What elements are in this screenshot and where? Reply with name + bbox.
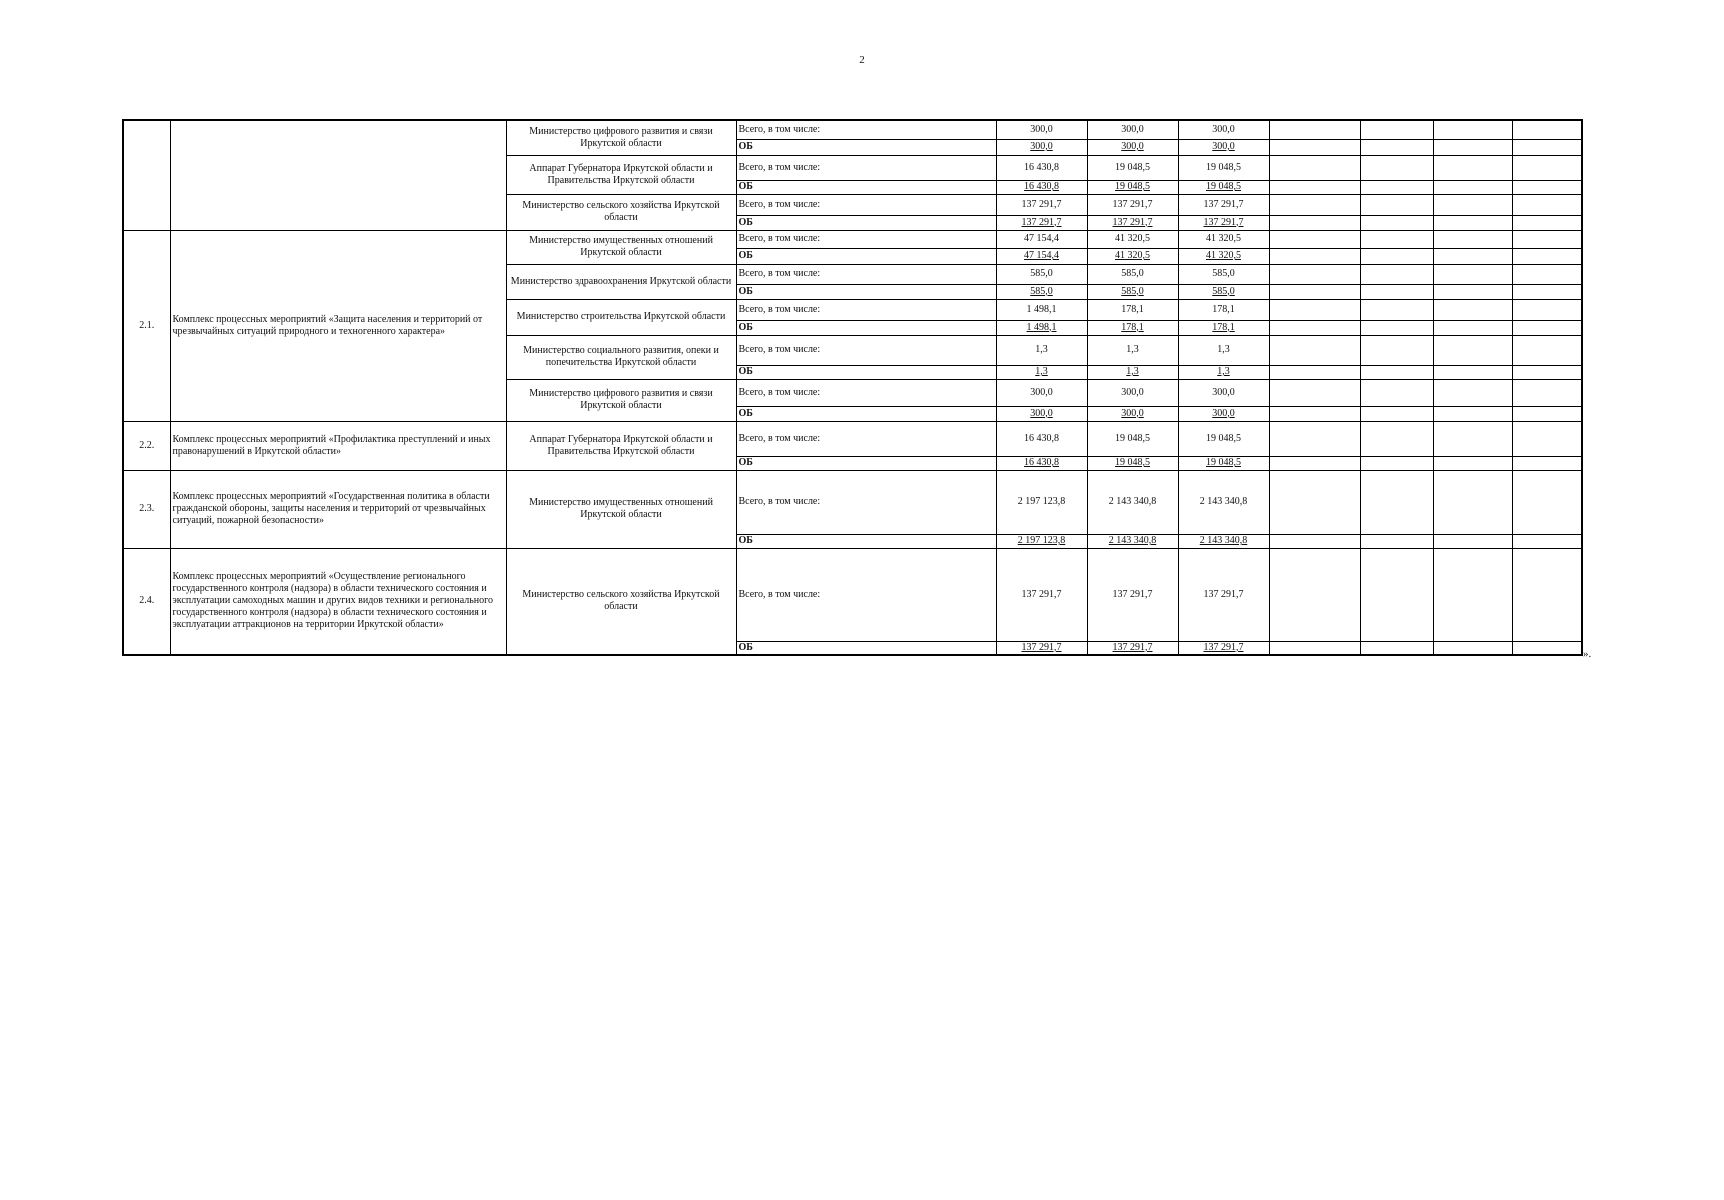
total-label: Всего, в том числе: — [736, 299, 996, 320]
empty-cell — [1360, 120, 1433, 139]
empty-cell — [1360, 548, 1433, 641]
empty-cell — [1512, 365, 1582, 379]
value-cell: 137 291,7 — [1087, 641, 1178, 655]
empty-cell — [1512, 379, 1582, 406]
empty-cell — [1512, 248, 1582, 264]
total-label: Всего, в том числе: — [736, 120, 996, 139]
value-cell: 16 430,8 — [996, 155, 1087, 180]
value-cell: 137 291,7 — [996, 641, 1087, 655]
empty-cell — [1269, 548, 1360, 641]
empty-cell — [1360, 230, 1433, 248]
value-cell: 585,0 — [996, 284, 1087, 299]
empty-cell — [1512, 641, 1582, 655]
total-label: Всего, в том числе: — [736, 230, 996, 248]
section-name: Комплекс процессных мероприятий «Защита населения и территорий от чрезвычайных ситуаций природного и техногенного характера» — [170, 230, 506, 421]
empty-cell — [1433, 365, 1512, 379]
empty-cell — [1512, 534, 1582, 548]
value-cell: 137 291,7 — [996, 215, 1087, 230]
empty-cell — [1433, 335, 1512, 365]
empty-cell — [1269, 180, 1360, 194]
table-row — [123, 548, 1582, 641]
section-number-cell — [123, 120, 170, 230]
section-name: Комплекс процессных мероприятий «Осуществление регионального государственного контроля (надзора) в области технического состояния и эксплуатации самоходных машин и других видов техники и регионального государственного контроля (надзора) в области технического состояния и эксплуатации аттракционов на территории Иркутской области» — [170, 548, 506, 655]
ob-label: ОБ — [736, 534, 996, 548]
empty-cell — [1433, 470, 1512, 534]
empty-cell — [1433, 320, 1512, 335]
empty-cell — [1512, 194, 1582, 215]
value-cell: 1 498,1 — [996, 299, 1087, 320]
value-cell: 300,0 — [1087, 120, 1178, 139]
value-cell: 19 048,5 — [1178, 180, 1269, 194]
value-cell: 41 320,5 — [1087, 248, 1178, 264]
value-cell: 300,0 — [996, 120, 1087, 139]
empty-cell — [1269, 139, 1360, 155]
value-cell: 137 291,7 — [1087, 548, 1178, 641]
value-cell: 300,0 — [1087, 406, 1178, 421]
empty-cell — [1512, 139, 1582, 155]
empty-cell — [1512, 470, 1582, 534]
ob-label: ОБ — [736, 641, 996, 655]
executor-cell: Министерство имущественных отношений Иркутской области — [506, 230, 736, 264]
section-number: 2.1. — [123, 230, 170, 421]
value-cell: 1,3 — [1087, 365, 1178, 379]
value-cell: 178,1 — [1087, 320, 1178, 335]
empty-cell — [1360, 365, 1433, 379]
total-label: Всего, в том числе: — [736, 421, 996, 456]
value-cell: 300,0 — [1178, 139, 1269, 155]
value-cell: 2 197 123,8 — [996, 534, 1087, 548]
value-cell: 300,0 — [1087, 379, 1178, 406]
executor-cell: Министерство строительства Иркутской области — [506, 299, 736, 335]
value-cell: 41 320,5 — [1087, 230, 1178, 248]
value-cell: 2 143 340,8 — [1087, 534, 1178, 548]
section-number: 2.2. — [123, 421, 170, 470]
value-cell: 137 291,7 — [1087, 215, 1178, 230]
ob-label: ОБ — [736, 284, 996, 299]
value-cell: 1,3 — [996, 365, 1087, 379]
empty-cell — [1269, 406, 1360, 421]
executor-cell: Министерство имущественных отношений Иркутской области — [506, 470, 736, 548]
empty-cell — [1512, 406, 1582, 421]
value-cell: 19 048,5 — [1087, 421, 1178, 456]
value-cell: 41 320,5 — [1178, 248, 1269, 264]
empty-cell — [1433, 120, 1512, 139]
total-label: Всего, в том числе: — [736, 335, 996, 365]
empty-cell — [1360, 456, 1433, 470]
empty-cell — [1512, 155, 1582, 180]
executor-cell: Министерство сельского хозяйства Иркутской области — [506, 548, 736, 655]
empty-cell — [1433, 215, 1512, 230]
value-cell: 19 048,5 — [1087, 180, 1178, 194]
empty-cell — [1512, 548, 1582, 641]
total-label: Всего, в том числе: — [736, 264, 996, 284]
empty-cell — [1433, 641, 1512, 655]
value-cell: 2 143 340,8 — [1178, 470, 1269, 534]
empty-cell — [1269, 264, 1360, 284]
empty-cell — [1269, 230, 1360, 248]
value-cell: 137 291,7 — [1087, 194, 1178, 215]
value-cell: 2 143 340,8 — [1087, 470, 1178, 534]
empty-cell — [1512, 264, 1582, 284]
empty-cell — [1433, 456, 1512, 470]
value-cell: 137 291,7 — [1178, 548, 1269, 641]
funding-table — [122, 119, 1583, 656]
value-cell: 19 048,5 — [1087, 456, 1178, 470]
value-cell: 16 430,8 — [996, 180, 1087, 194]
ob-label: ОБ — [736, 180, 996, 194]
empty-cell — [1433, 139, 1512, 155]
value-cell: 137 291,7 — [1178, 215, 1269, 230]
value-cell: 47 154,4 — [996, 230, 1087, 248]
value-cell: 19 048,5 — [1178, 456, 1269, 470]
empty-cell — [1433, 155, 1512, 180]
empty-cell — [1433, 284, 1512, 299]
empty-cell — [1512, 120, 1582, 139]
total-label: Всего, в том числе: — [736, 470, 996, 534]
empty-cell — [1360, 155, 1433, 180]
value-cell: 300,0 — [996, 406, 1087, 421]
empty-cell — [1269, 365, 1360, 379]
value-cell: 300,0 — [996, 139, 1087, 155]
section-name-cell — [170, 120, 506, 230]
empty-cell — [1269, 320, 1360, 335]
empty-cell — [1360, 534, 1433, 548]
empty-cell — [1360, 379, 1433, 406]
value-cell: 2 143 340,8 — [1178, 534, 1269, 548]
value-cell: 585,0 — [1178, 264, 1269, 284]
value-cell: 1 498,1 — [996, 320, 1087, 335]
value-cell: 1,3 — [1178, 335, 1269, 365]
ob-label: ОБ — [736, 320, 996, 335]
empty-cell — [1433, 548, 1512, 641]
executor-cell: Аппарат Губернатора Иркутской области и Правительства Иркутской области — [506, 155, 736, 194]
empty-cell — [1360, 299, 1433, 320]
section-name: Комплекс процессных мероприятий «Государственная политика в области гражданской обороны, защиты населения и территорий от чрезвычайных ситуаций, пожарной безопасности» — [170, 470, 506, 548]
empty-cell — [1360, 320, 1433, 335]
empty-cell — [1269, 470, 1360, 534]
executor-cell: Аппарат Губернатора Иркутской области и Правительства Иркутской области — [506, 421, 736, 470]
ob-label: ОБ — [736, 215, 996, 230]
value-cell: 178,1 — [1178, 299, 1269, 320]
section-number: 2.3. — [123, 470, 170, 548]
value-cell: 16 430,8 — [996, 421, 1087, 456]
total-label: Всего, в том числе: — [736, 379, 996, 406]
total-label: Всего, в том числе: — [736, 194, 996, 215]
value-cell: 585,0 — [1087, 264, 1178, 284]
empty-cell — [1433, 299, 1512, 320]
ob-label: ОБ — [736, 456, 996, 470]
empty-cell — [1433, 406, 1512, 421]
empty-cell — [1360, 139, 1433, 155]
value-cell: 19 048,5 — [1178, 421, 1269, 456]
empty-cell — [1360, 180, 1433, 194]
empty-cell — [1433, 534, 1512, 548]
value-cell: 1,3 — [1087, 335, 1178, 365]
value-cell: 137 291,7 — [1178, 641, 1269, 655]
value-cell: 1,3 — [1178, 365, 1269, 379]
value-cell: 137 291,7 — [996, 194, 1087, 215]
table-row — [123, 470, 1582, 534]
empty-cell — [1433, 421, 1512, 456]
empty-cell — [1512, 456, 1582, 470]
value-cell: 19 048,5 — [1087, 155, 1178, 180]
empty-cell — [1269, 120, 1360, 139]
value-cell: 178,1 — [1178, 320, 1269, 335]
empty-cell — [1269, 379, 1360, 406]
ob-label: ОБ — [736, 139, 996, 155]
empty-cell — [1512, 299, 1582, 320]
empty-cell — [1512, 180, 1582, 194]
empty-cell — [1360, 641, 1433, 655]
value-cell: 41 320,5 — [1178, 230, 1269, 248]
empty-cell — [1360, 470, 1433, 534]
empty-cell — [1269, 215, 1360, 230]
empty-cell — [1433, 248, 1512, 264]
empty-cell — [1269, 421, 1360, 456]
empty-cell — [1512, 421, 1582, 456]
value-cell: 137 291,7 — [996, 548, 1087, 641]
section-number: 2.4. — [123, 548, 170, 655]
value-cell: 1,3 — [996, 335, 1087, 365]
empty-cell — [1512, 230, 1582, 248]
closing-quote: ». — [1583, 648, 1592, 660]
empty-cell — [1360, 335, 1433, 365]
empty-cell — [1360, 406, 1433, 421]
value-cell: 19 048,5 — [1178, 155, 1269, 180]
table-row — [123, 230, 1582, 248]
empty-cell — [1269, 456, 1360, 470]
table-row — [123, 421, 1582, 456]
value-cell: 300,0 — [996, 379, 1087, 406]
empty-cell — [1433, 230, 1512, 248]
page-number: 2 — [859, 54, 865, 66]
value-cell: 300,0 — [1178, 406, 1269, 421]
executor-cell: Министерство цифрового развития и связи Иркутской области — [506, 120, 736, 155]
value-cell: 47 154,4 — [996, 248, 1087, 264]
empty-cell — [1269, 194, 1360, 215]
ob-label: ОБ — [736, 248, 996, 264]
empty-cell — [1360, 264, 1433, 284]
empty-cell — [1433, 194, 1512, 215]
empty-cell — [1512, 335, 1582, 365]
empty-cell — [1269, 248, 1360, 264]
empty-cell — [1512, 284, 1582, 299]
empty-cell — [1512, 320, 1582, 335]
value-cell: 300,0 — [1178, 379, 1269, 406]
ob-label: ОБ — [736, 365, 996, 379]
empty-cell — [1269, 534, 1360, 548]
empty-cell — [1360, 248, 1433, 264]
empty-cell — [1433, 264, 1512, 284]
empty-cell — [1269, 641, 1360, 655]
ob-label: ОБ — [736, 406, 996, 421]
empty-cell — [1269, 299, 1360, 320]
value-cell: 585,0 — [996, 264, 1087, 284]
empty-cell — [1360, 421, 1433, 456]
total-label: Всего, в том числе: — [736, 548, 996, 641]
empty-cell — [1360, 194, 1433, 215]
empty-cell — [1433, 379, 1512, 406]
value-cell: 585,0 — [1087, 284, 1178, 299]
value-cell: 16 430,8 — [996, 456, 1087, 470]
executor-cell: Министерство социального развития, опеки и попечительства Иркутской области — [506, 335, 736, 379]
table-row — [123, 120, 1582, 139]
value-cell: 300,0 — [1178, 120, 1269, 139]
value-cell: 178,1 — [1087, 299, 1178, 320]
total-label: Всего, в том числе: — [736, 155, 996, 180]
value-cell: 2 197 123,8 — [996, 470, 1087, 534]
executor-cell: Министерство сельского хозяйства Иркутской области — [506, 194, 736, 230]
executor-cell: Министерство здравоохранения Иркутской области — [506, 264, 736, 299]
value-cell: 585,0 — [1178, 284, 1269, 299]
empty-cell — [1269, 155, 1360, 180]
empty-cell — [1512, 215, 1582, 230]
empty-cell — [1269, 335, 1360, 365]
executor-cell: Министерство цифрового развития и связи Иркутской области — [506, 379, 736, 421]
empty-cell — [1360, 284, 1433, 299]
empty-cell — [1269, 284, 1360, 299]
empty-cell — [1360, 215, 1433, 230]
value-cell: 137 291,7 — [1178, 194, 1269, 215]
value-cell: 300,0 — [1087, 139, 1178, 155]
empty-cell — [1433, 180, 1512, 194]
section-name: Комплекс процессных мероприятий «Профилактика преступлений и иных правонарушений в Иркутской области» — [170, 421, 506, 470]
